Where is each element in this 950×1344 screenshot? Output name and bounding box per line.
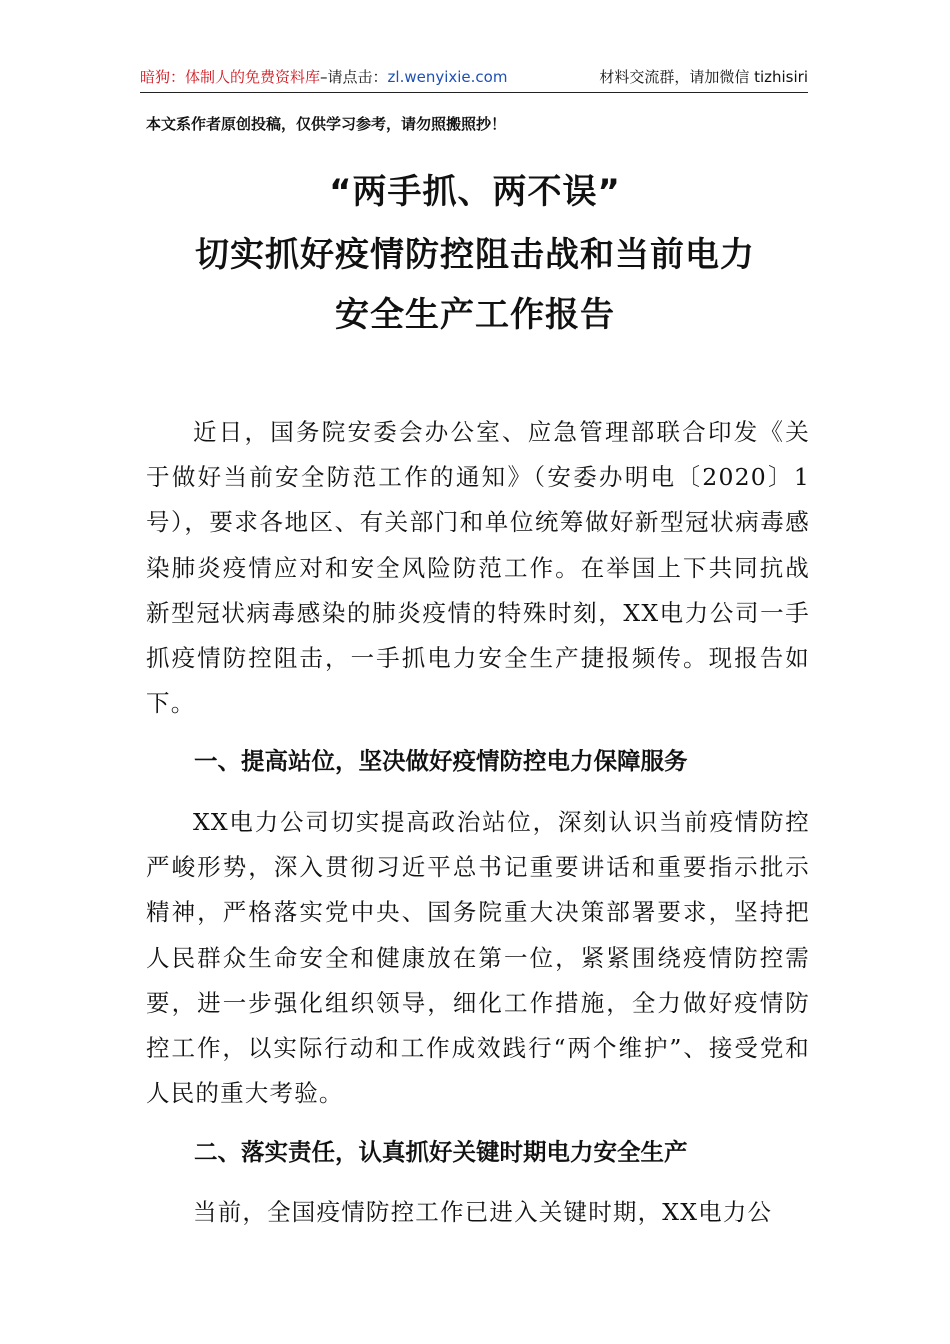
- title-line-1: “两手抓、两不误”: [329, 172, 621, 212]
- header-brand: 暗狗：体制人的免费资料库: [140, 68, 321, 86]
- page-header: [140, 62, 808, 93]
- header-link[interactable]: zl.wenyixie.com: [387, 68, 508, 86]
- section-heading-2: 二、落实责任，认真抓好关键时期电力安全生产: [194, 1138, 688, 1166]
- header-prompt: –请点击：: [320, 68, 388, 86]
- body-paragraph-3: 当前，全国疫情防控工作已进入关键时期，XX电力公: [193, 1198, 773, 1226]
- body-paragraph-1: 近日，国务院安委会办公室、应急管理部联合印发《关于做好当前安全防范工作的通知》（安委办明电〔2020〕1号），要求各地区、有关部门和单位统筹做好新型冠状病毒感染肺炎疫情应对和安全风险防范工作。在举国上下共同抗战新型冠状病毒感染的肺炎疫情的特殊时刻，XX电力公司一手抓疫情防控阻击，一手抓电力安全生产捷报频传。现报告如下。: [146, 418, 810, 718]
- title-line-3: 安全生产工作报告: [335, 295, 615, 335]
- body-paragraph-2: XX电力公司切实提高政治站位，深刻认识当前疫情防控严峻形势，深入贯彻习近平总书记重要讲话和重要指示批示精神，严格落实党中央、国务院重大决策部署要求，坚持把人民群众生命安全和健康放在第一位，紧紧围绕疫情防控需要，进一步强化组织领导，细化工作措施，全力做好疫情防控工作，以实际行动和工作成效践行“两个维护”、接受党和人民的重大考验。: [146, 808, 810, 1108]
- title-line-2: 切实抓好疫情防控阻击战和当前电力: [195, 235, 755, 275]
- section-heading-1: 一、提高站位，坚决做好疫情防控电力保障服务: [194, 747, 688, 775]
- copyright-notice: 本文系作者原创投稿，仅供学习参考，请勿照搬照抄！: [146, 115, 507, 133]
- header-group-info: 材料交流群，请加微信 tizhisiri: [599, 68, 808, 86]
